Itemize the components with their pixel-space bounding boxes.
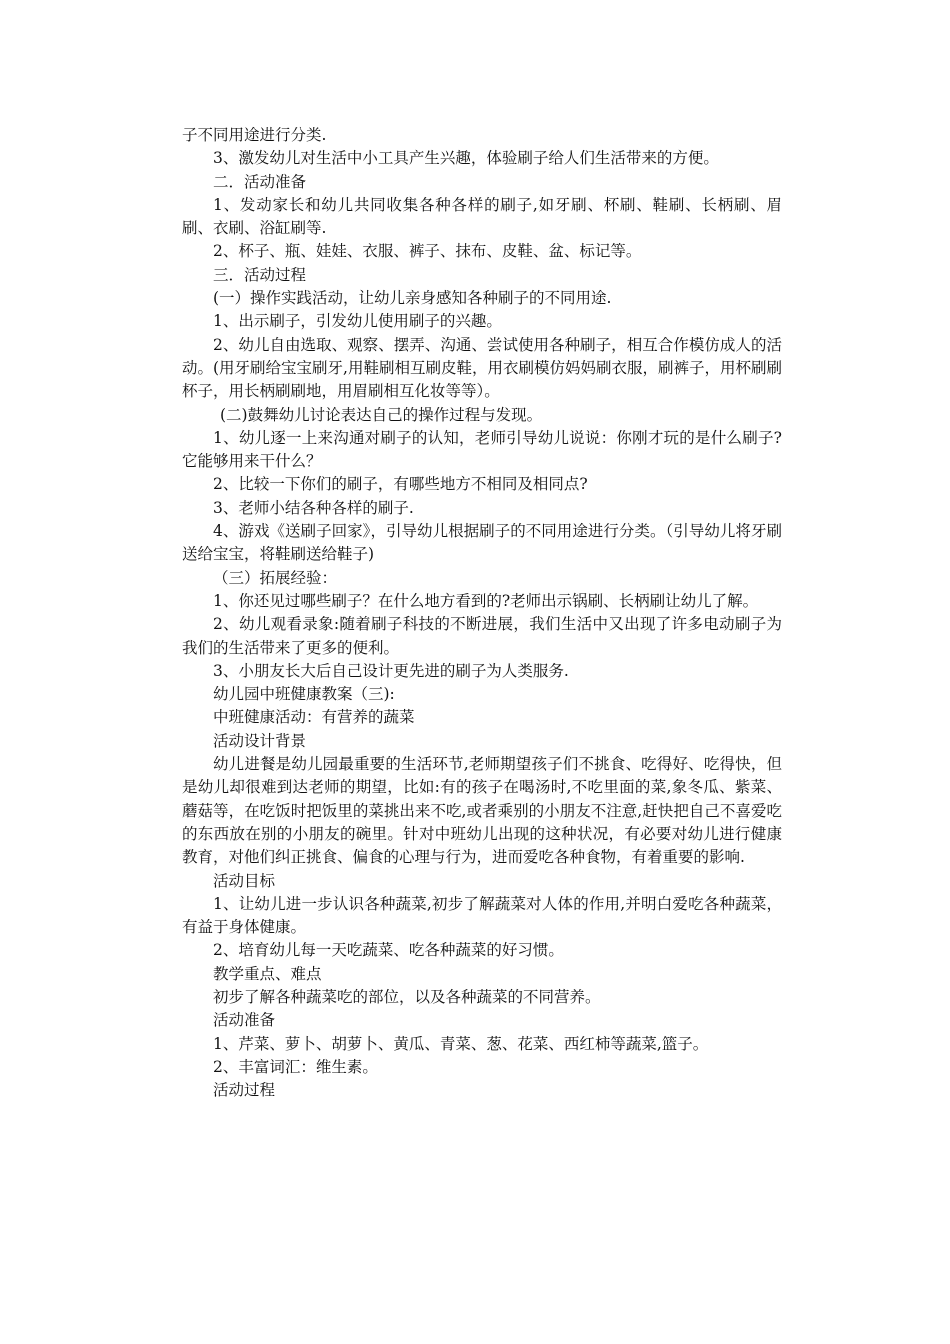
subsection-heading: （三）拓展经验： <box>213 568 338 587</box>
paragraph: 1、出示刷子，引发幼儿使用刷子的兴趣。 <box>213 312 502 331</box>
paragraph: 3、激发幼儿对生活中小工具产生兴趣，体验刷子给人们生活带来的方便。 <box>213 149 719 168</box>
paragraph: 2、幼儿自由选取、观察、摆弄、沟通、尝试使用各种刷子，相互合作模仿成人的活动。(用牙刷给宝宝刷牙,用鞋刷相互刷皮鞋，用衣刷模仿妈妈刷衣服，刷裤子，用杯刷刷杯子，用长柄刷刷地，用眉刷相互化妆等等）。 <box>182 335 782 401</box>
section-heading: 活动设计背景 <box>213 731 307 750</box>
paragraph: 3、小朋友长大后自己设计更先进的刷子为人类服务. <box>213 661 569 680</box>
document-body <box>182 124 782 1102</box>
paragraph: 1、幼儿逐一上来沟通对刷子的认知，老师引导幼儿说说：你刚才玩的是什么刷子?它能够用来干什么？ <box>182 428 782 471</box>
paragraph: 2、幼儿观看录象:随着刷子科技的不断进展，我们生活中又出现了许多电动刷子为我们的生活带来了更多的便利。 <box>182 615 782 657</box>
paragraph: 4、游戏《送刷子回家》，引导幼儿根据刷子的不同用途进行分类。（引导幼儿将牙刷送给宝宝，将鞋刷送给鞋子) <box>182 522 782 564</box>
paragraph: 2、杯子、瓶、娃娃、衣服、裤子、抹布、皮鞋、盆、标记等。 <box>213 242 642 261</box>
section-heading: 活动目标 <box>213 871 276 890</box>
paragraph: 3、老师小结各种各样的刷子. <box>213 498 414 517</box>
subsection-heading: (二)鼓舞幼儿讨论表达自己的操作过程与发现。 <box>220 405 543 424</box>
section-heading: 二．活动准备 <box>213 172 307 191</box>
section-heading: 教学重点、难点 <box>213 964 322 983</box>
subsection-heading: (一）操作实践活动，让幼儿亲身感知各种刷子的不同用途. <box>213 289 612 308</box>
section-heading: 三．活动过程 <box>213 265 307 284</box>
paragraph: 初步了解各种蔬菜吃的部位，以及各种蔬菜的不同营养。 <box>213 987 601 1006</box>
activity-title: 中班健康活动：有营养的蔬菜 <box>213 708 415 727</box>
section-heading: 活动准备 <box>213 1011 276 1030</box>
paragraph: 2、比较一下你们的刷子，有哪些地方不相同及相同点? <box>213 475 588 494</box>
section-heading: 活动过程 <box>213 1081 276 1100</box>
paragraph: 1、发动家长和幼儿共同收集各种各样的刷子,如牙刷、杯刷、鞋刷、长柄刷、眉刷、衣刷、浴缸刷等. <box>182 195 782 238</box>
paragraph: 1、芹菜、萝卜、胡萝卜、黄瓜、青菜、葱、花菜、西红柿等蔬菜,篮子。 <box>213 1034 709 1053</box>
paragraph: 2、丰富词汇：维生素。 <box>213 1057 378 1076</box>
paragraph: 1、让幼儿进一步认识各种蔬菜,初步了解蔬菜对人体的作用,并明白爱吃各种蔬菜，有益于身体健康。 <box>182 894 782 937</box>
paragraph: 幼儿进餐是幼儿园最重要的生活环节,老师期望孩子们不挑食、吃得好、吃得快，但是幼儿却很难到达老师的期望，比如:有的孩子在喝汤时,不吃里面的菜,象冬瓜、紫菜、蘑菇等，在吃饭时把饭里的菜挑出来不吃,或者乘别的小朋友不注意,赶快把自己不喜爱吃的东西放在别的小朋友的碗里。针对中班幼儿出现的这种状况，有必要对幼儿进行健康教育，对他们纠正挑食、偏食的心理与行为，进而爱吃各种食物，有着重要的影响. <box>182 755 782 867</box>
lesson-title: 幼儿园中班健康教案（三): <box>213 685 395 704</box>
paragraph: 子不同用途进行分类. <box>182 126 327 144</box>
paragraph: 1、你还见过哪些刷子？在什么地方看到的?老师出示锅刷、长柄刷让幼儿了解。 <box>213 591 759 610</box>
paragraph: 2、培育幼儿每一天吃蔬菜、吃各种蔬菜的好习惯。 <box>213 941 564 960</box>
